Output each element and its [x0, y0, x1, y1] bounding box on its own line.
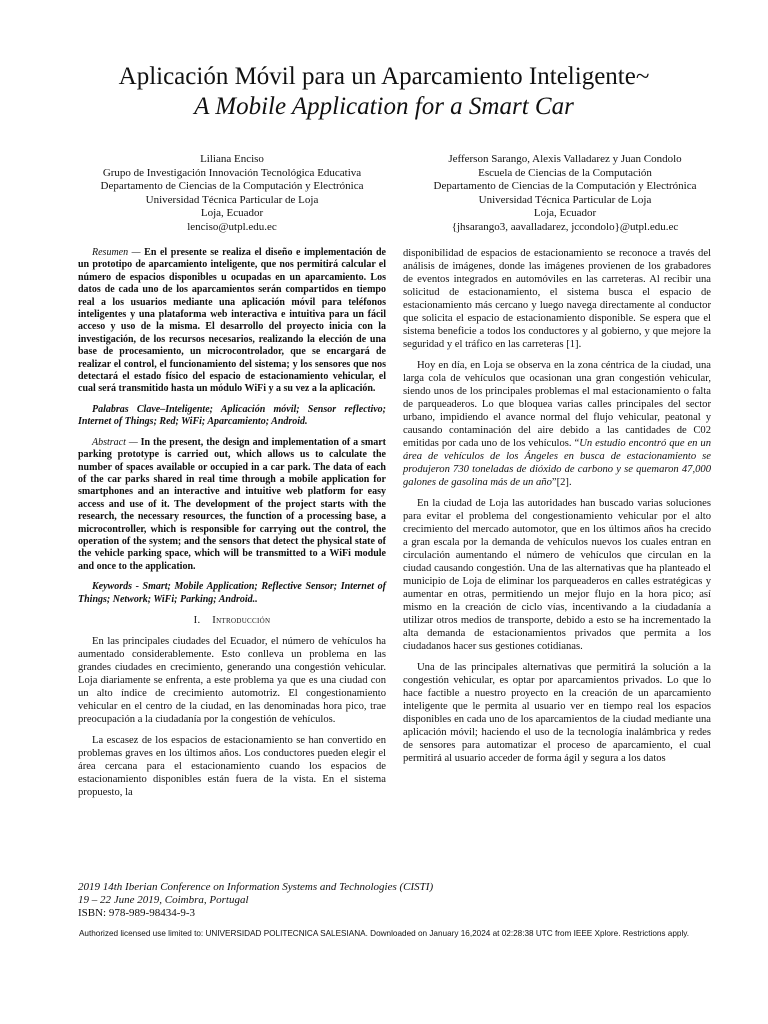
author-names: Jefferson Sarango, Alexis Valladarez y Juan Condolo: [448, 153, 682, 165]
author-block-right: [400, 153, 730, 235]
body-paragraph: disponibilidad de espacios de estacionamiento se reconoce a través del análisis de imágenes, donde las imágenes provienen de los grabadores de eventos integrados en automóviles en las carreteras. Al recibir una solicitud de estacionamiento, el sistema busca el espacio de estacionamiento más cercano y luego navega directamente al conductor que solicita el espacio de estacionamiento disponible. Se espera que el sistema beneficie a todos los conductores y al gobierno, y que mejore la seguridad y el tráfico en las carreteras [1].: [403, 248, 711, 350]
palabras-clave: Palabras Clave–Inteligente; Aplicación móvil; Sensor reflectivo; Internet of Things; Red; WiFi; Aparcamiento; Android.: [78, 403, 386, 428]
citation: ”[2].: [551, 477, 572, 488]
body-paragraph: [403, 359, 711, 489]
keywords: Keywords - Smart; Mobile Application; Reflective Sensor; Internet of Things; Network; WiFi; Parking; Android..: [78, 581, 386, 605]
author-city: Loja, Ecuador: [533, 207, 597, 220]
section-number: I.: [193, 614, 201, 626]
body-paragraph: En la ciudad de Loja las autoridades han buscado varias soluciones para evitar el problema del congestionamiento vehicular por el alto crecimiento del mercado automotor, que en los últimos años ha crecido a gran escala por la demanda de vehículos nuevos los cuales entran en circulación aumentando el número de vehículos que circulan en la ciudad causando congestión. Una de las alternativas que ha planteado el municipio de Loja de eliminar los parqueaderos en calles estratégicas y aumentar en otras, permitiendo un mejor flujo en la hora pico; así mismo en la creación de ciclo vías, incentivando a la ciudadanía a utilizar otros medios de transporte, debido a esto se ha incrementado la alta demanda de estacionamientos privados que permita a los ciudadanos hacer sus gestiones cotidianas.: [403, 498, 711, 652]
resumen-paragraph: [78, 247, 386, 396]
author-group: Grupo de Investigación Innovación Tecnológica Educativa: [102, 166, 362, 179]
abstract-lead: Abstract —: [92, 436, 138, 448]
author-email: {jhsarango3, aavalladarez, jccondolo}@utpl.edu.ec: [451, 220, 679, 233]
author-department: Departamento de Ciencias de la Computación y Electrónica: [100, 180, 364, 193]
right-column: [403, 247, 711, 765]
resumen-lead: Resumen —: [92, 247, 141, 258]
author-city: Loja, Ecuador: [200, 207, 264, 220]
paper-title: [0, 62, 768, 122]
author-school: Escuela de Ciencias de la Computación: [478, 166, 652, 179]
abstract-text: In the present, the design and implementation of a smart parking prototype is carried out, which allows us to calculate the number of spaces available or occupied in a car park. The data of each of the car parks shared in real time through a mobile application for smartphones and an interactive and intuitive web platform for easy access and use of it. The development of the project starts with the research, the necessary resources, the function of a processing base, a microcontroller, which is responsible for carrying out the control, the operation of the system; and the sensors that detect the physical state of the vehicle parking space, which will be transmitted to a WiFi module and once to the application.: [78, 436, 387, 572]
isbn: ISBN: 978-989-98434-9-3: [78, 907, 196, 919]
license-notice: Authorized licensed use limited to: UNIVERSIDAD POLITECNICA SALESIANA. Downloaded on January 16,2024 at 02:28:38 UTC from IEEE Xplore. Restrictions apply.: [78, 929, 690, 938]
conference-name: 2019 14th Iberian Conference on Information Systems and Technologies (CISTI): [78, 881, 434, 893]
author-department: Departamento de Ciencias de la Computación y Electrónica: [433, 180, 697, 193]
title-spanish: Aplicación Móvil para un Aparcamiento Inteligente~: [118, 63, 650, 90]
section-heading: [78, 614, 386, 627]
author-university: Universidad Técnica Particular de Loja: [145, 193, 319, 206]
author-university: Universidad Técnica Particular de Loja: [478, 193, 652, 206]
quote-text: Un estudio encontró que en un área de vehículos de los Ángeles en busca de estacionamiento se produjeron 730 toneladas de dióxido de carbono y se quemaron 47,000 galones de gasolina más de un año: [403, 438, 711, 488]
left-column: [78, 247, 386, 799]
conference-dates: 19 – 22 June 2019, Coimbra, Portugal: [78, 894, 249, 906]
title-english: A Mobile Application for a Smart Car: [194, 93, 574, 120]
section-title: Introducción: [212, 614, 271, 626]
body-paragraph: La escasez de los espacios de estacionamiento se han convertido en problemas graves en los últimos años. Los conductores pueden elegir el área cercana para el estacionamiento cuando los espacios de estacionamiento disponibles están fuera de la vista. En el sistema propuesto, la: [78, 734, 386, 798]
author-name: Liliana Enciso: [200, 153, 264, 165]
conference-footer: [78, 881, 433, 920]
abstract-paragraph: [78, 437, 386, 573]
body-paragraph: Una de las principales alternativas que permitirá la solución a la congestión vehicular, es optar por aparcamientos privados. Lo que lo hace factible a nuestro proyecto en la creación de un aparcamiento inteligente que le permita al usuario ver en tiempo real los espacios disponibles en cada uno de los aparcamientos de la ciudad mediante una aplicación móvil; haciendo el uso de la tecnología inalámbrica y redes de sensores para automatizar el proceso de aparcamiento, el cual permitirá al usuario acceder de forma ágil y segura a los datos: [403, 662, 711, 764]
body-paragraph: En las principales ciudades del Ecuador, el número de vehículos ha aumentado considerablemente. Esto conlleva un problema en las grandes ciudades en crecimiento, generando una congestión vehicular. Loja diariamente se enfrenta, a este problema ya que es una ciudad con un alto índice de crecimiento automotriz. El congestionamiento vehicular en el centro de la ciudad, en las denominadas hora pico, trae preocupación a la ciudadanía por la congestión de vehículos.: [78, 635, 386, 725]
resumen-text: En el presente se realiza el diseño e implementación de un prototipo de aparcamiento inteligente, que nos permitirá calcular el número de espacios disponibles u ocupadas en un aparcamiento. Los datos de cada uno de los aparcamientos serán compartidos en tiempo real a los usuarios mediante una aplicación móvil para teléfonos inteligentes y una plataforma web interactiva e intuitiva para un fácil acceso y uso de la misma. El desarrollo del proyecto inicia con la investigación, de los recursos necesarios, realizando la elección de una base de procesamiento, un microcontrolador, que se encargará de realizar el control, el funcionamiento del sistema; y los sensores que nos detectará el estado físico del espacio de estacionamiento vehicular, el cual será transmitido hasta un módulo WiFi y a su vez a la aplicación.: [78, 247, 386, 395]
paragraph-text: Hoy en día, en Loja se observa en la zona céntrica de la ciudad, una larga cola de vehículos que ocasionan una gran congestión vehicular, siendo unos de los principales problemas el mal estacionamiento o falta de parqueaderos. Lo que bloquea varias calles principales del sector urbano, impidiendo el avance normal del flujo vehicular, peatonal y causando contaminación del aire debido a las cantidades de C02 emitidas por cada uno de los vehículos. “: [403, 360, 711, 449]
author-block-left: [78, 153, 386, 235]
author-email: lenciso@utpl.edu.ec: [187, 220, 277, 233]
